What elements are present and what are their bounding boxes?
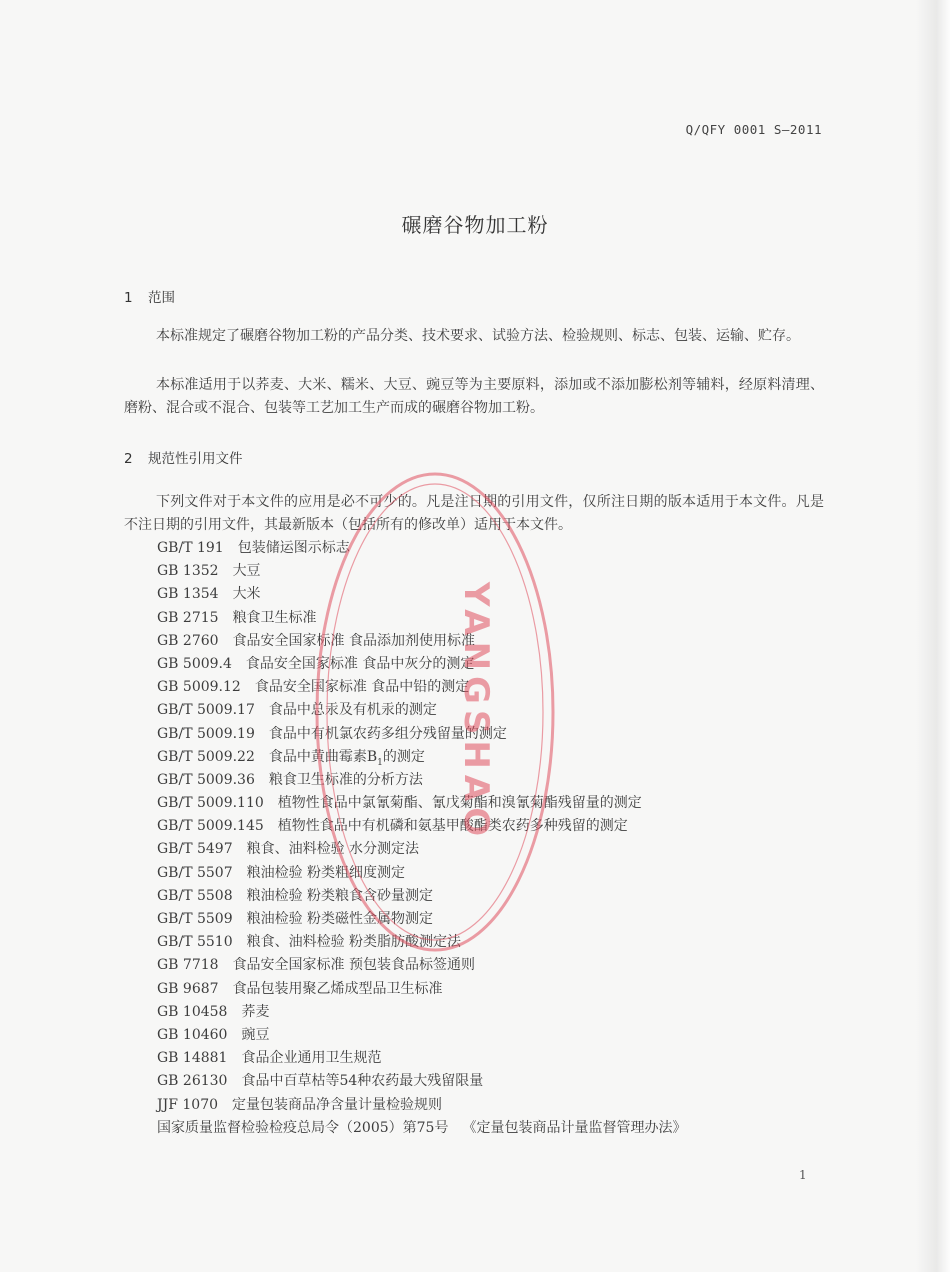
reference-item <box>157 978 686 1001</box>
reference-item <box>157 908 686 931</box>
reference-title: 定量包装商品净含量计量检验规则 <box>232 1096 443 1113</box>
section-1-number: 1 <box>124 290 133 306</box>
page-number: 1 <box>799 1168 807 1182</box>
section-2-title: 规范性引用文件 <box>148 451 243 467</box>
reference-title: 粮油检验 粉类粗细度测定 <box>246 864 406 881</box>
reference-title: 食品安全国家标准 食品中灰分的测定 <box>245 655 475 672</box>
reference-title: 粮食卫生标准的分析方法 <box>268 771 423 788</box>
reference-code: 国家质量监督检验检疫总局令（2005）第75号 <box>157 1119 449 1136</box>
reference-code: GB 2715 <box>157 609 219 626</box>
reference-title: 食品中黄曲霉素B <box>268 748 378 765</box>
reference-title: 食品中总汞及有机汞的测定 <box>268 702 437 719</box>
reference-item <box>157 537 686 560</box>
scope-paragraph-1: 本标准规定了碾磨谷物加工粉的产品分类、技术要求、试验方法、检验规则、标志、包装、运输、贮存。 <box>156 328 800 344</box>
reference-item <box>157 1070 686 1093</box>
svg-text:YANGSHAO: YANGSHAO <box>456 581 496 843</box>
reference-title: 粮油检验 粉类粮食含砂量测定 <box>246 887 434 904</box>
reference-title: 粮食、油料检验 粉类脂肪酸测定法 <box>246 934 462 951</box>
reference-title: 荞麦 <box>241 1003 270 1020</box>
reference-title: 食品安全国家标准 食品中铅的测定 <box>254 679 470 696</box>
reference-title-suffix: 的测定 <box>382 748 425 765</box>
reference-title: 粮食卫生标准 <box>232 609 317 626</box>
reference-title: 豌豆 <box>241 1026 270 1043</box>
section-2-number: 2 <box>124 451 133 467</box>
reference-title: 大米 <box>232 586 261 603</box>
reference-item <box>157 653 686 676</box>
reference-code: GB 1352 <box>157 563 219 580</box>
reference-code: GB 1354 <box>157 586 219 603</box>
reference-code: GB/T 191 <box>157 540 224 556</box>
reference-code: GB/T 5009.36 <box>157 771 255 788</box>
reference-item <box>157 607 686 630</box>
reference-item <box>157 723 686 746</box>
reference-code: GB/T 5009.110 <box>157 795 264 812</box>
reference-item <box>157 838 686 861</box>
reference-code: GB/T 5009.145 <box>157 818 264 835</box>
reference-title: 植物性食品中有机磷和氨基甲酸酯类农药多种残留的测定 <box>277 818 628 835</box>
reference-item <box>157 815 686 838</box>
reference-item <box>157 1047 686 1070</box>
reference-item <box>157 931 686 954</box>
reference-title: 大豆 <box>232 563 261 580</box>
reference-code: GB 2760 <box>157 632 219 649</box>
reference-item <box>157 885 686 908</box>
reference-item <box>157 1094 686 1117</box>
reference-title: 食品中有机氯农药多组分残留量的测定 <box>268 725 507 742</box>
reference-code: GB/T 5009.17 <box>157 702 255 719</box>
reference-title: 食品安全国家标准 预包装食品标签通则 <box>232 957 476 974</box>
reference-code: GB/T 5507 <box>157 864 233 881</box>
reference-code: GB 7718 <box>157 957 219 974</box>
reference-code: GB/T 5510 <box>157 934 233 951</box>
reference-item <box>157 769 686 792</box>
reference-title: 粮油检验 粉类磁性金属物测定 <box>246 911 434 927</box>
reference-item <box>157 699 686 722</box>
standard-code: Q/QFY 0001 S—2011 <box>685 122 822 137</box>
reference-item <box>157 1117 686 1140</box>
reference-title: 食品安全国家标准 食品添加剂使用标准 <box>232 632 476 649</box>
reference-item <box>157 792 686 815</box>
section-2-heading <box>124 447 243 467</box>
scan-edge-shadow <box>916 0 950 1272</box>
reference-code: GB/T 5497 <box>157 841 233 858</box>
reference-item <box>157 1024 686 1047</box>
document-title: 碾磨谷物加工粉 <box>401 213 549 237</box>
reference-title: 植物性食品中氯氰菊酯、氰戊菊酯和溴氰菊酯残留量的测定 <box>277 795 642 812</box>
reference-subscript: 1 <box>377 757 383 768</box>
reference-title: 《定量包装商品计量监督管理办法》 <box>462 1119 687 1136</box>
reference-code: GB 26130 <box>157 1073 228 1090</box>
reference-code: GB 5009.4 <box>157 655 232 672</box>
reference-item <box>157 630 686 653</box>
reference-code: GB 5009.12 <box>157 679 241 696</box>
reference-code: GB 10458 <box>157 1003 228 1020</box>
reference-code: GB 14881 <box>157 1050 228 1067</box>
reference-code: GB 10460 <box>157 1026 228 1043</box>
reference-title: 食品中百草枯等54种农药最大残留限量 <box>241 1073 484 1090</box>
reference-item <box>157 746 686 769</box>
reference-code: GB/T 5009.19 <box>157 725 255 742</box>
scope-paragraph-2: 本标准适用于以荞麦、大米、糯米、大豆、豌豆等为主要原料，添加或不添加膨松剂等辅料，经原料清理、磨粉、混合或不混合、包装等工艺加工生产而成的碾磨谷物加工粉。 <box>124 377 824 416</box>
reference-code: JJF 1070 <box>157 1096 219 1113</box>
references-intro: 下列文件对于本文件的应用是必不可少的。凡是注日期的引用文件，仅所注日期的版本适用于本文件。凡是不注日期的引用文件，其最新版本（包括所有的修改单）适用于本文件。 <box>124 494 824 533</box>
reference-code: GB/T 5509 <box>157 911 233 927</box>
reference-item <box>157 676 686 699</box>
reference-title: 粮食、油料检验 水分测定法 <box>246 841 420 858</box>
reference-title: 食品包装用聚乙烯成型品卫生标准 <box>232 980 443 997</box>
section-1-title: 范围 <box>148 290 175 306</box>
reference-code: GB/T 5009.22 <box>157 748 255 765</box>
reference-list <box>157 537 686 1140</box>
reference-item <box>157 560 686 583</box>
reference-code: GB/T 5508 <box>157 887 233 904</box>
reference-title: 包装储运图示标志 <box>237 540 350 556</box>
section-1-heading <box>124 286 175 306</box>
reference-item <box>157 583 686 606</box>
reference-title: 食品企业通用卫生规范 <box>241 1050 382 1067</box>
reference-item <box>157 862 686 885</box>
reference-item <box>157 1001 686 1024</box>
reference-item <box>157 954 686 977</box>
reference-code: GB 9687 <box>157 980 219 997</box>
